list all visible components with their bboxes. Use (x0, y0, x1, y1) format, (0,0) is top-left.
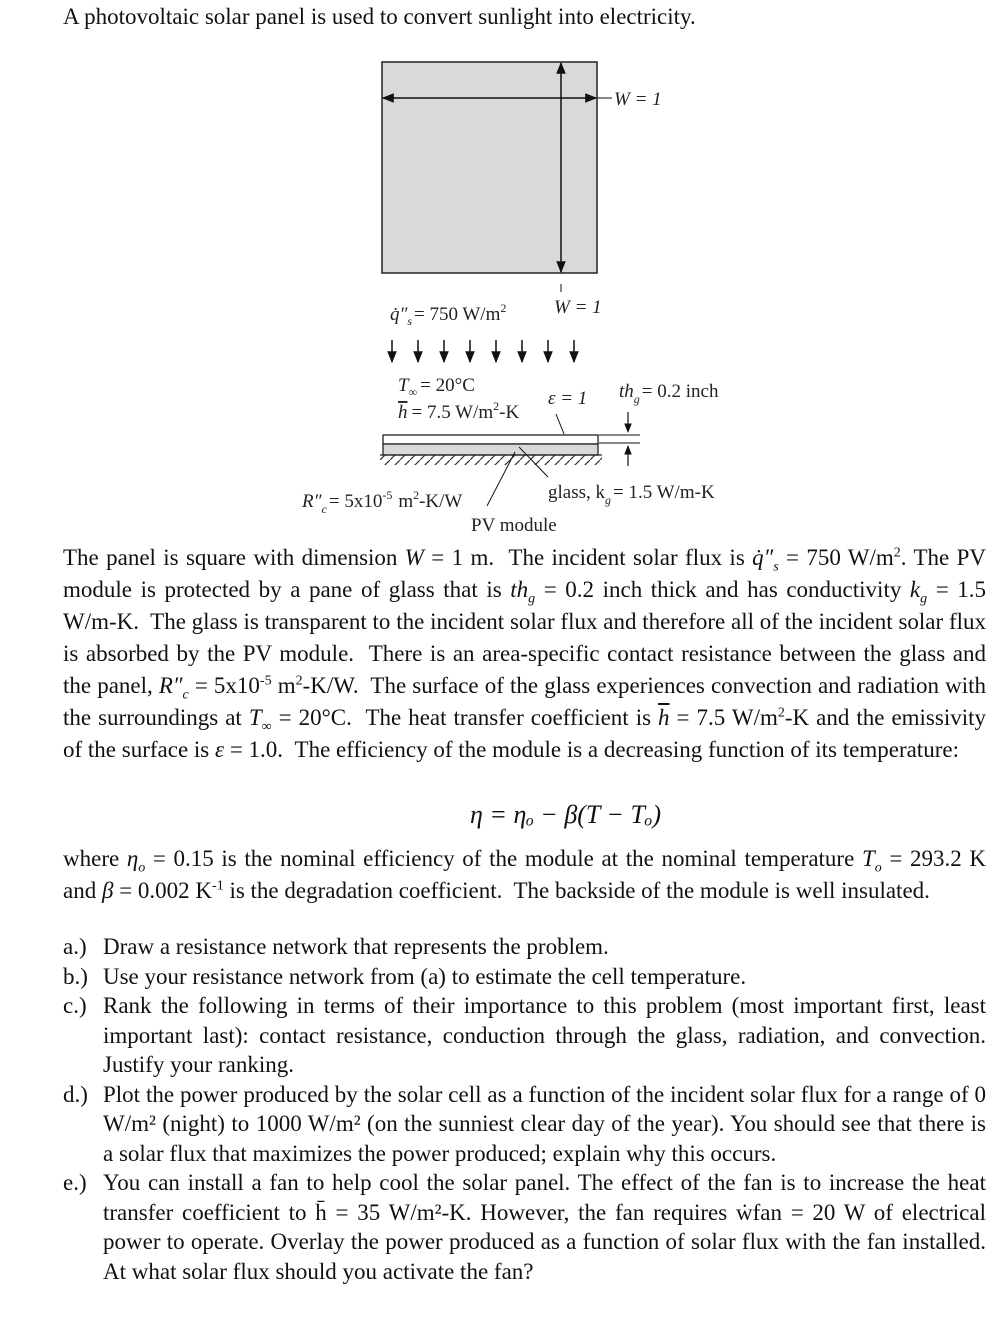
emissivity-label: ε = 1 (548, 388, 588, 409)
after-equation-paragraph: where $\eta_o = 0.15$ is the nominal efficiency of the module at the nominal temperature $T_o = 293.2$ K and β = 0.002 $K^{-1}$ is the degradation coefficient. The backside of the module is well insulated. (63, 846, 986, 903)
question-d: d.) Plot the power produced by the solar cell as a function of the incident solar flux for a range of 0 W/m² (night) to 1000 W/m² (on the sunniest clear day of the year). You should see that there is a solar flux that maximizes the power produced; explain why this occurs. (63, 1081, 986, 1166)
panel-top-view (382, 62, 597, 273)
question-list (63, 932, 986, 1286)
t-inf-label: $T_\infty = 20^\circ C$ (398, 375, 475, 399)
question-e: e.) You can install a fan to help cool the solar panel. The effect of the fan is to increase the heat transfer coefficient to h̄ = 35 W/m²-K. However, the fan requires ẇfan = 20 W of electrical power to operate. Overlay the power produced as a function of solar flux with the fan installed. At what solar flux should you activate the fan? (63, 1170, 986, 1284)
width-label: W = 1 (614, 89, 662, 110)
height-label: W = 1 (554, 297, 602, 318)
pv-module (383, 444, 598, 455)
desc-sentence-2: The PV module is protected by a pane of glass that is $th_g = 0.2$ inch thick and has conductivity $k_g = 1.5$ W/m-K. The glass is transparent to the incident solar flux and therefore all of the incident solar flux is absorbed by the PV module. There is an area-specific contact resistance between the glass and the panel, $R''_c = 5x10^{-5}$ $m^2-K/W$. The surface of the glass experiences convection and radiation with the surroundings at $T_\infty = 20^\circ C$. The heat transfer coefficient is $\overline{h} = 7.5$ $W/m^2-K$ and the emissivity of the surface is ε = 1.0. The efficiency of the module is a decreasing function of its temperature: (63, 545, 987, 762)
efficiency-equation: η = ηₒ − β(T − Tₒ) (470, 800, 662, 829)
contact-resistance-label: $R''_c = 5x10^{-5}$ $m^2-K/W$ (302, 488, 463, 516)
question-c: c.) Rank the following in terms of their importance to this problem (most important first, least important last): contact resistance, conduction through the glass, radiation, and convection. Justify your ranking. (63, 993, 986, 1077)
question-a: a.) Draw a resistance network that represents the problem. (63, 934, 609, 959)
h-label: h = 7.5 $W/m^2-K$ (398, 399, 520, 423)
flux-value: = 750 $W/m^2$ (414, 301, 507, 325)
glass-pane (383, 435, 598, 444)
solar-flux-arrows (392, 340, 574, 362)
emissivity-leader (556, 414, 564, 434)
pv-module-label: PV module (471, 515, 557, 536)
description-paragraph (63, 542, 986, 766)
glass-label: glass, $k_g = 1.5$ W/m-K (548, 482, 715, 507)
desc-sentence-1: The panel is square with dimension W = 1 m. The incident solar flux is $q̇''_s = 750$ $W/m^2$. (63, 545, 907, 575)
intro-sentence: A photovoltaic solar panel is used to convert sunlight into electricity. (63, 4, 696, 29)
problem-figure (0, 0, 1003, 545)
flux-symbol: $q̇''_s$ (390, 304, 413, 328)
thickness-label: $th_g = 0.2$ inch (619, 381, 719, 406)
question-b: b.) Use your resistance network from (a) to estimate the cell temperature. (63, 963, 747, 989)
insulation-hatch (380, 455, 602, 465)
